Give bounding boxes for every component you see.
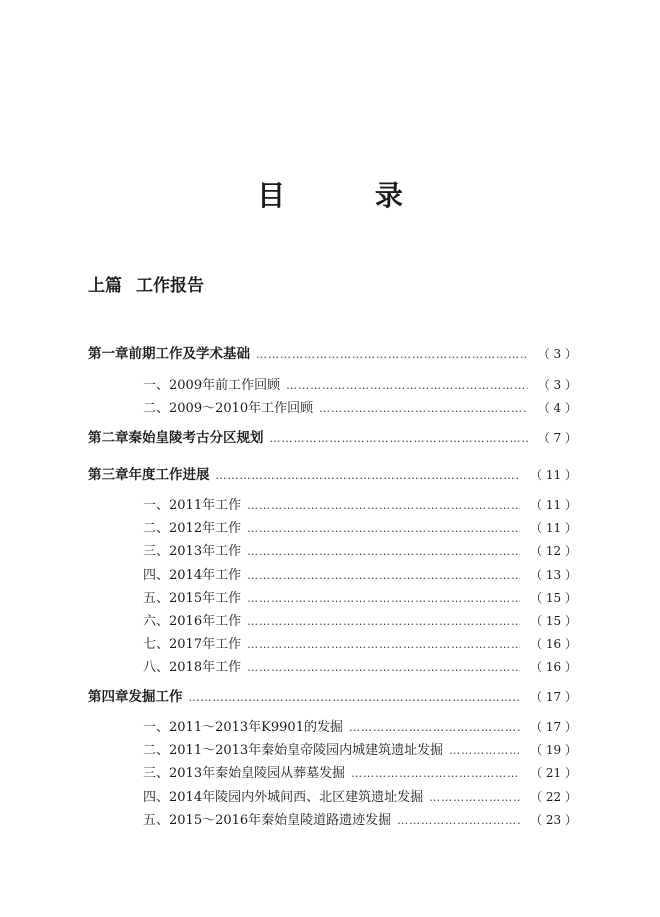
section-title: 五、2015年工作 (143, 591, 242, 606)
page-number: （ 17 ） (530, 690, 577, 704)
dot-leader (247, 519, 520, 539)
dot-leader (189, 687, 521, 708)
chapter-title: 年度工作进展 (128, 467, 210, 483)
dot-leader (247, 589, 520, 609)
dot-leader (247, 566, 520, 586)
part-heading (88, 274, 204, 298)
page-number: （ 15 ） (530, 591, 577, 605)
section-title: 八、2018年工作 (143, 660, 242, 675)
section-title: 四、2014年工作 (143, 568, 242, 583)
dot-leader (429, 788, 520, 808)
page-number: （ 15 ） (530, 614, 577, 628)
toc-section-3-5[interactable] (143, 588, 577, 608)
section-title: 三、2013年秦始皇陵园从葬墓发掘 (143, 766, 346, 781)
dot-leader (397, 811, 520, 831)
section-title: 五、2015～2016年秦始皇陵道路遗迹发掘 (143, 813, 392, 828)
page-number: （ 17 ） (530, 720, 577, 734)
toc-section-4-1[interactable] (143, 717, 577, 737)
page-number: （ 13 ） (530, 568, 577, 582)
page-number: （ 4 ） (537, 401, 577, 415)
page-number: （ 21 ） (530, 766, 577, 780)
page-number: （ 11 ） (530, 468, 577, 482)
section-title: 二、2011～2013年秦始皇帝陵园内城建筑遗址发掘 (143, 743, 444, 758)
dot-leader (216, 465, 521, 486)
toc-chapter-3[interactable] (88, 465, 577, 485)
toc-section-1-1[interactable] (143, 375, 577, 395)
toc-section-3-1[interactable] (143, 495, 577, 515)
dot-leader (319, 399, 528, 419)
page-number: （ 16 ） (530, 637, 577, 651)
toc-section-4-2[interactable] (143, 740, 577, 760)
section-title: 四、2014年陵园内外城间西、北区建筑遗址发掘 (143, 790, 424, 805)
chapter-number: 第三章 (88, 467, 129, 483)
toc-chapter-2[interactable] (88, 428, 577, 448)
dot-leader (247, 496, 520, 516)
section-title: 七、2017年工作 (143, 637, 242, 652)
part-label: 上篇 (88, 276, 122, 296)
section-title: 一、2009年前工作回顾 (143, 378, 281, 393)
dot-leader (247, 542, 520, 562)
dot-leader (286, 376, 528, 396)
page-title: 目 录 (257, 179, 443, 212)
section-title: 二、2009～2010年工作回顾 (143, 401, 314, 416)
toc-section-4-3[interactable] (143, 763, 577, 783)
toc-section-3-6[interactable] (143, 611, 577, 631)
page-number: （ 12 ） (530, 544, 577, 558)
page-number: （ 19 ） (530, 743, 577, 757)
toc-section-1-2[interactable] (143, 398, 577, 418)
section-title: 一、2011～2013年K9901的发掘 (143, 720, 343, 735)
toc-section-4-5[interactable] (143, 810, 577, 830)
toc-chapter-4[interactable] (88, 687, 577, 707)
toc-section-3-8[interactable] (143, 657, 577, 677)
page-number: （ 3 ） (537, 378, 577, 392)
dot-leader (247, 612, 520, 632)
toc-section-3-7[interactable] (143, 634, 577, 654)
page-number: （ 22 ） (530, 790, 577, 804)
section-title: 三、2013年工作 (143, 544, 242, 559)
dot-leader (351, 764, 520, 784)
dot-leader (247, 658, 520, 678)
toc-chapter-1[interactable] (88, 344, 577, 364)
part-title: 工作报告 (136, 276, 204, 296)
section-title: 一、2011年工作 (143, 498, 242, 513)
chapter-title: 秦始皇陵考古分区规划 (128, 430, 264, 446)
toc-section-3-4[interactable] (143, 565, 577, 585)
toc-section-3-3[interactable] (143, 541, 577, 561)
page-number: （ 11 ） (530, 521, 577, 535)
page-number: （ 11 ） (530, 498, 577, 512)
page-number: （ 7 ） (537, 431, 577, 445)
chapter-number: 第四章 (88, 689, 129, 705)
section-title: 二、2012年工作 (143, 521, 242, 536)
toc-section-4-4[interactable] (143, 787, 577, 807)
page-number: （ 23 ） (530, 813, 577, 827)
page-number: （ 3 ） (537, 347, 577, 361)
dot-leader (270, 428, 528, 449)
dot-leader (449, 741, 520, 761)
dot-leader (247, 635, 520, 655)
dot-leader (349, 718, 520, 738)
chapter-title: 前期工作及学术基础 (128, 346, 250, 362)
chapter-number: 第二章 (88, 430, 129, 446)
chapter-title: 发掘工作 (128, 689, 183, 705)
section-title: 六、2016年工作 (143, 614, 242, 629)
chapter-number: 第一章 (88, 346, 129, 362)
page-number: （ 16 ） (530, 660, 577, 674)
toc-section-3-2[interactable] (143, 518, 577, 538)
dot-leader (256, 344, 528, 365)
